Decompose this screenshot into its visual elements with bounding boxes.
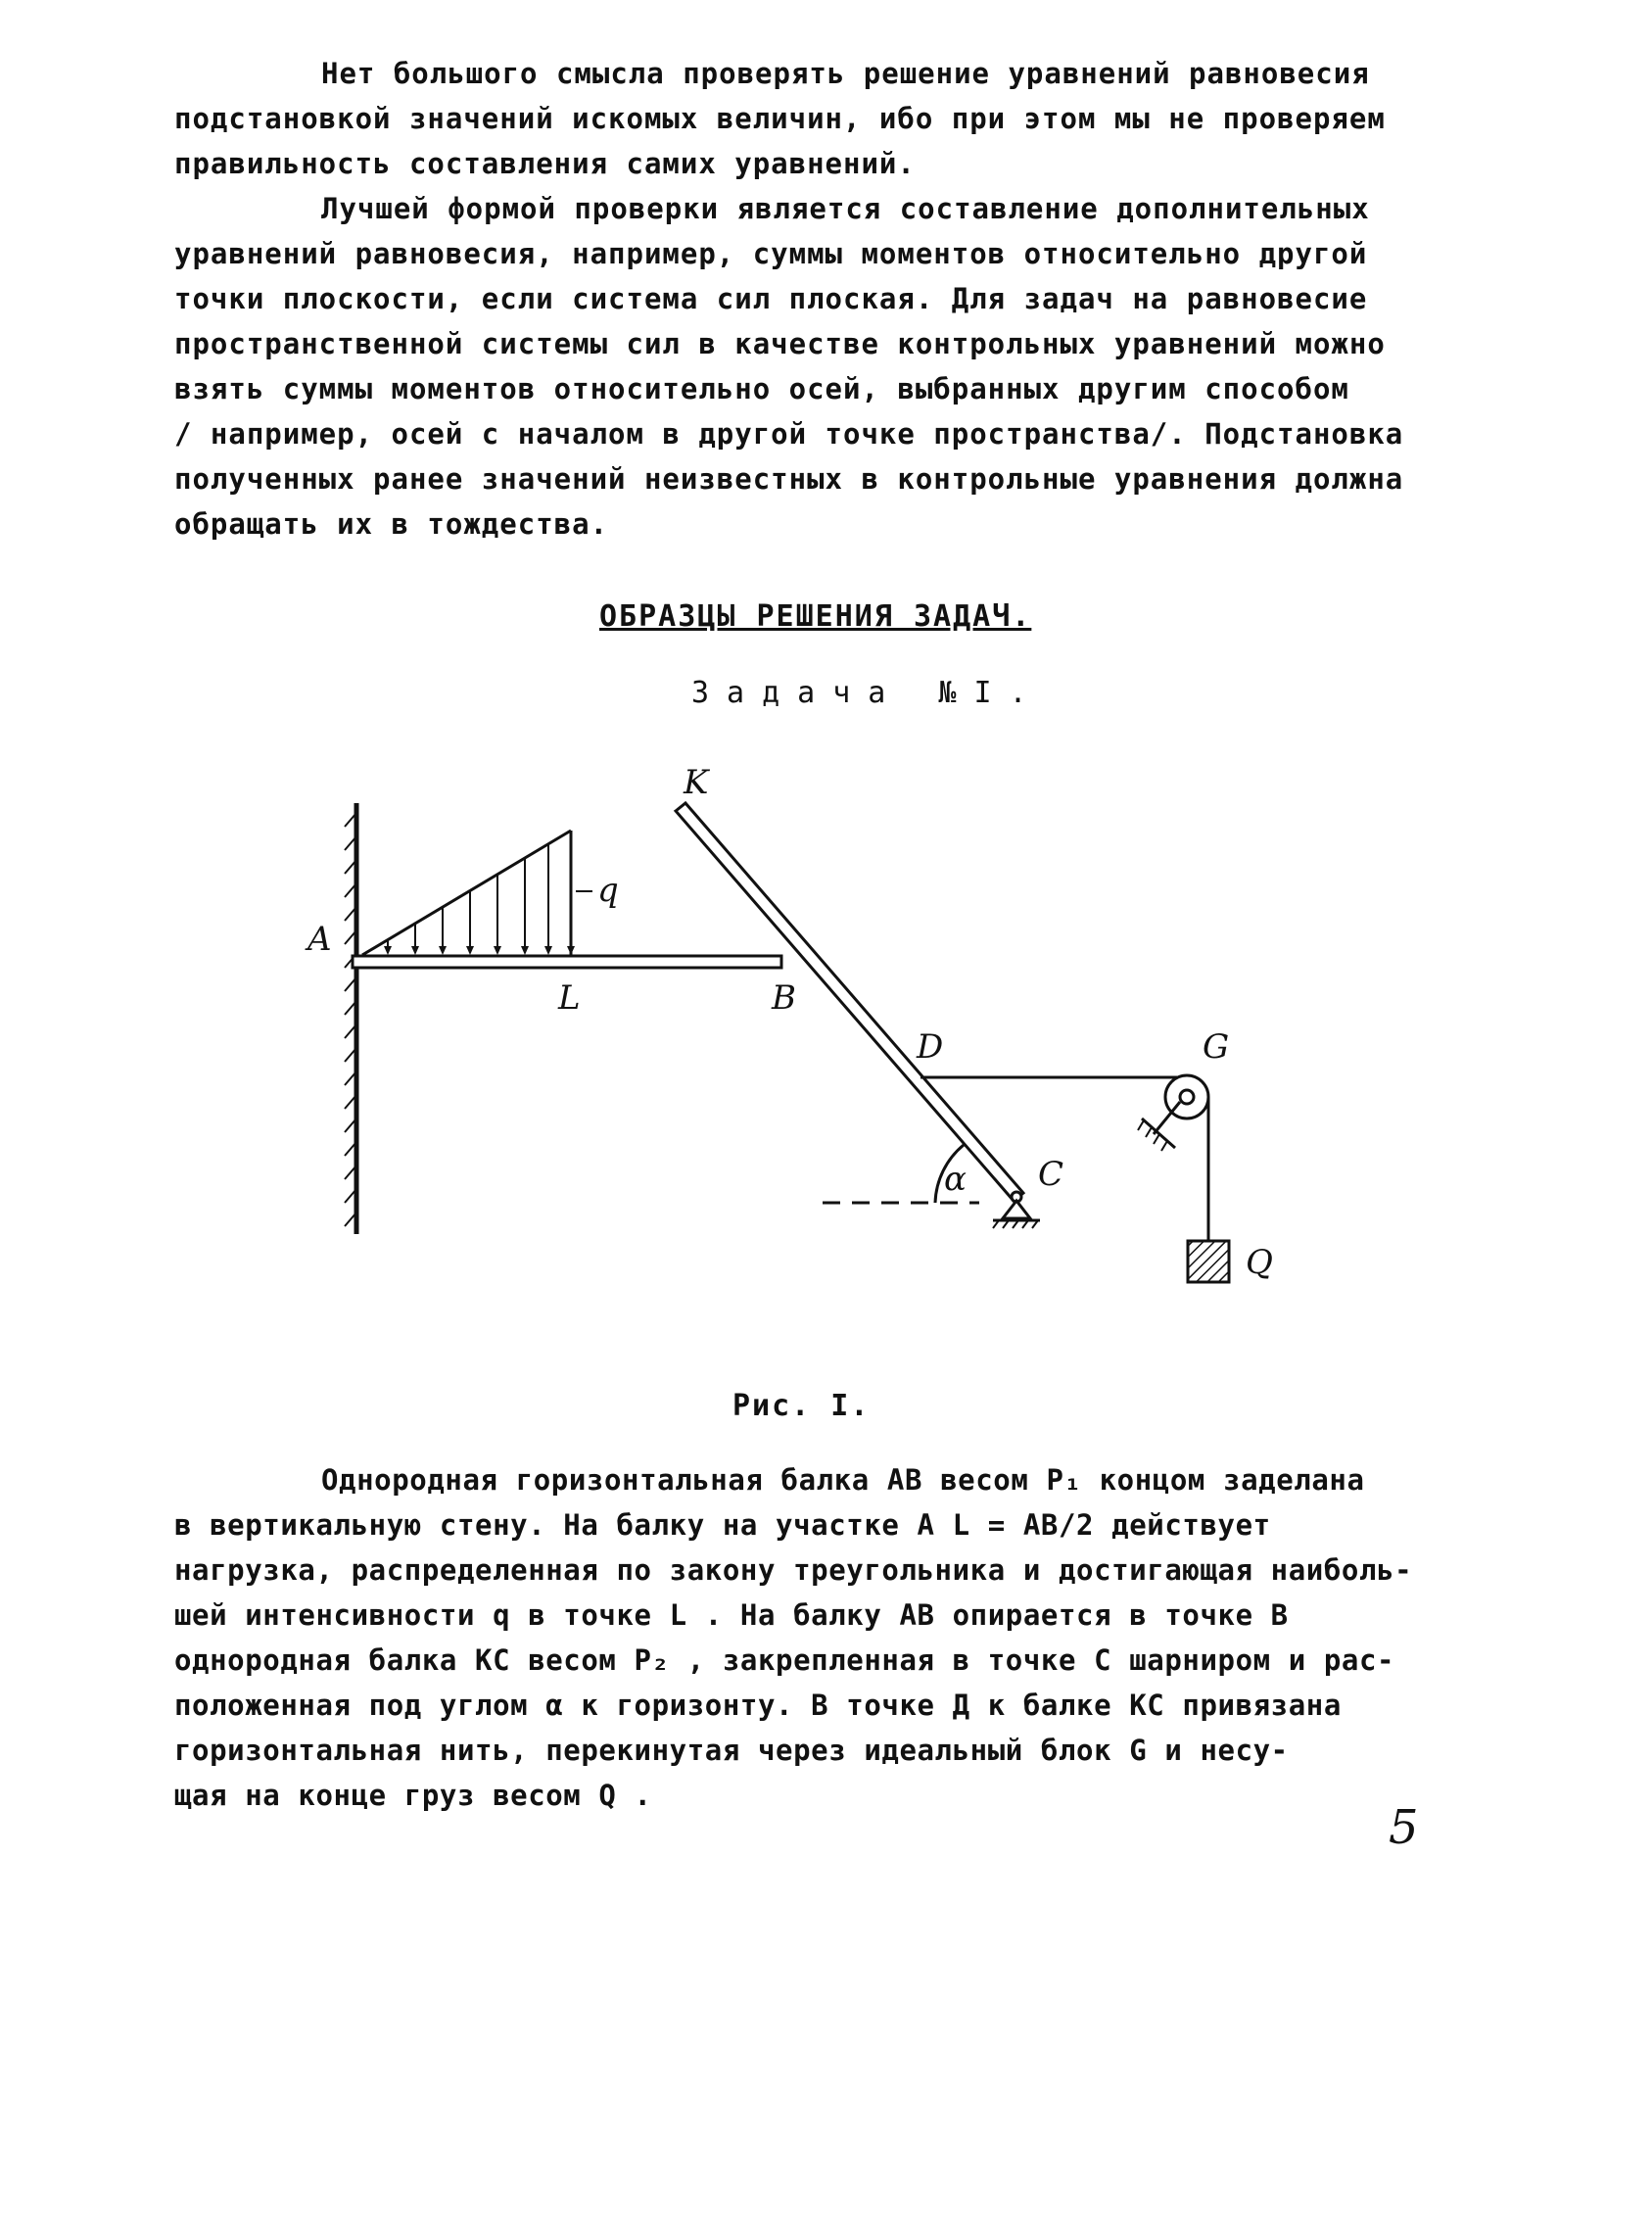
- text-line: Лучшей формой проверки является составление дополнительных: [321, 192, 1370, 225]
- beam-kc: [676, 803, 1023, 1201]
- intro-paragraph-1: [174, 51, 1467, 186]
- label-d: D: [917, 1027, 944, 1067]
- intro-paragraph-2: [174, 186, 1467, 547]
- text-line: щая на конце груз весом Q .: [174, 1779, 652, 1812]
- text-line: подстановкой значений искомых величин, ибо при этом мы не проверяем: [174, 102, 1386, 135]
- wall: [345, 803, 356, 1234]
- label-a: A: [307, 920, 332, 959]
- pulley-g: [1138, 1075, 1208, 1151]
- text-line: Нет большого смысла проверять решение уравнений равновесия: [321, 57, 1370, 90]
- section-heading: ОБРАЗЦЫ РЕШЕНИЯ ЗАДАЧ.: [599, 599, 1032, 634]
- mechanics-figure: [294, 754, 1469, 1322]
- text-line: полученных ранее значений неизвестных в контрольные уравнения должна: [174, 462, 1404, 496]
- label-q-weight: Q: [1246, 1243, 1273, 1282]
- text-line: положенная под углом α к горизонту. В точке Д к балке КС привязана: [174, 1689, 1342, 1722]
- label-k: K: [684, 763, 709, 802]
- hinge-c: [993, 1192, 1040, 1228]
- problem-statement: [174, 1457, 1467, 1818]
- text-line: однородная балка КС весом P₂ , закрепленная в точке С шарниром и рас-: [174, 1643, 1395, 1677]
- page-number: 5: [1389, 1800, 1419, 1855]
- task-title: Задача №I.: [691, 676, 1045, 710]
- text-line: горизонтальная нить, перекинутая через идеальный блок G и несу-: [174, 1734, 1289, 1767]
- label-c: C: [1038, 1155, 1064, 1194]
- text-line: в вертикальную стену. На балку на участке A L = АВ/2 действует: [174, 1508, 1271, 1542]
- text-line: Однородная горизонтальная балка АВ весом P₁ концом заделана: [321, 1463, 1365, 1497]
- label-q: q: [597, 871, 619, 910]
- label-b: B: [772, 978, 796, 1018]
- text-line: правильность составления самих уравнений.: [174, 147, 916, 180]
- text-line: шей интенсивности q в точке L . На балку АВ опирается в точке В: [174, 1598, 1289, 1632]
- text-line: обращать их в тождества.: [174, 507, 609, 541]
- text-line: уравнений равновесия, например, суммы моментов относительно другой: [174, 237, 1368, 270]
- label-l: L: [558, 978, 581, 1018]
- text-line: пространственной системы сил в качестве контрольных уравнений можно: [174, 327, 1386, 360]
- text-line: нагрузка, распределенная по закону треугольника и достигающая наиболь-: [174, 1553, 1413, 1587]
- text-line: / например, осей с началом в другой точке пространства/. Подстановка: [174, 417, 1404, 451]
- text-line: взять суммы моментов относительно осей, выбранных другим способом: [174, 372, 1349, 405]
- distributed-load: [362, 831, 592, 955]
- label-alpha: α: [944, 1160, 967, 1199]
- label-g: G: [1203, 1027, 1230, 1067]
- text-line: точки плоскости, если система сил плоская. Для задач на равновесие: [174, 282, 1368, 315]
- weight-q: [1188, 1241, 1229, 1282]
- beam-ab: [353, 956, 781, 968]
- figure-caption: Рис. I.: [732, 1389, 871, 1423]
